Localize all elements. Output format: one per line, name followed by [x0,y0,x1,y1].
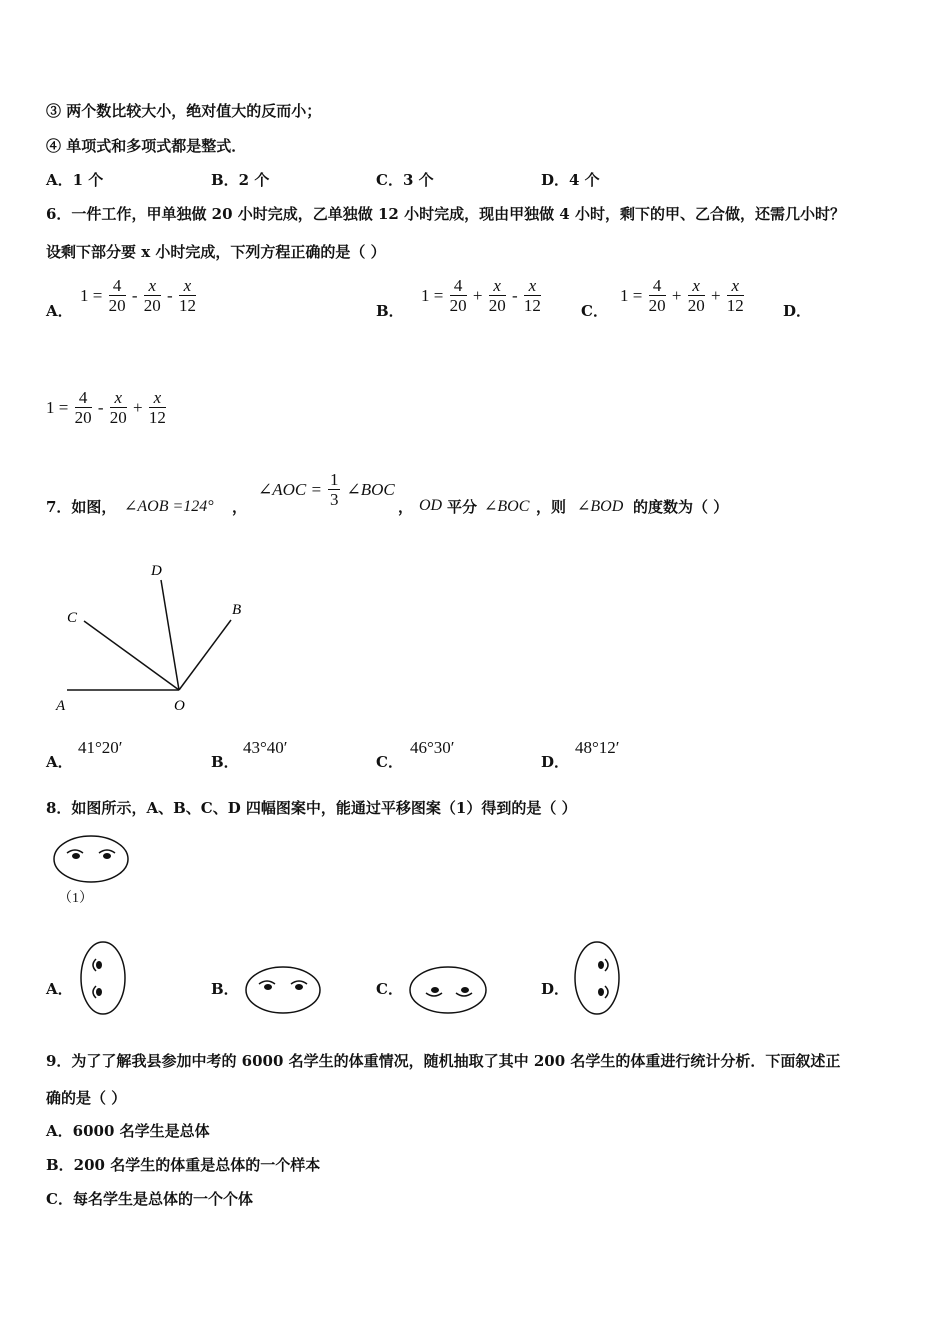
q7-comma-2: ， [398,498,414,516]
q9-stem-line1: 9．为了了解我县参加中考的 6000 名学生的体重情况，随机抽取了其中 200 名学生的体重进行统计分析．下面叙述正 [46,1052,841,1070]
q7-tail: 的度数为（ ） [633,498,729,516]
label-b: B [232,602,242,618]
q8-option-c-face[interactable] [408,964,490,1016]
q8-option-b-label[interactable]: B． [211,980,239,998]
q7-then: ，则 [536,498,567,516]
q6-stem-line1: 6．一件工作，甲单独做 20 小时完成，乙单独做 12 小时完成，现由甲独做 4 小时，剩下的甲、乙合做，还需几小时？ [46,205,845,223]
q7-angle-bod: ∠BOD [577,498,624,515]
q6-option-b-label[interactable]: B． [376,302,404,320]
ray-od [161,580,179,690]
q8-option-c-label[interactable]: C． [376,980,403,998]
label-d: D [151,563,162,579]
q6-option-d-equation: 1 = $\frac{4}{20}$ - $\frac{x}{20}$ + $\frac{x}{12}$ [46,388,166,427]
q8-original-face [52,834,132,886]
q8-figure-caption: （1） [58,891,93,906]
q6-option-c-label[interactable]: C． [581,302,608,320]
statement-4: ④ 单项式和多项式都是整式． [46,137,247,155]
q7-option-d-value: 48°12′ [575,738,620,757]
ray-ob [179,620,231,690]
q7-option-c-label[interactable]: C． [376,753,403,771]
q8-option-a-label[interactable]: A． [46,980,73,998]
q7-option-a-value: 41°20′ [78,738,123,757]
q7-comma-1: ， [232,498,248,516]
q6-option-d-label[interactable]: D． [783,302,812,320]
label-o: O [174,698,185,714]
q8-option-d-label[interactable]: D． [541,980,570,998]
q9-option-a[interactable]: A．6000 名学生是总体 [46,1122,210,1140]
label-c: C [67,610,78,626]
q9-stem-line2: 确的是（ ） [46,1089,127,1107]
q7-option-d-label[interactable]: D． [541,753,570,771]
q5-option-d[interactable]: D．4 个 [541,171,600,189]
q8-option-d-face[interactable] [572,940,624,1018]
q9-option-c[interactable]: C．每名学生是总体的一个个体 [46,1190,253,1208]
q6-stem-line2: 设剩下部分要 x 小时完成，下列方程正确的是（ ） [46,243,386,261]
q7-option-c-value: 46°30′ [410,738,455,757]
q6-option-b-equation: 1 = $\frac{4}{20}$ + $\frac{x}{20}$ - $\frac{x}{12}$ [421,276,541,315]
q6-option-c-equation: 1 = $\frac{4}{20}$ + $\frac{x}{20}$ + $\frac{x}{12}$ [620,276,744,315]
q6-option-a-label[interactable]: A． [46,302,73,320]
q7-angle-figure [40,555,270,720]
q6-option-a-equation: 1 = $\frac{4}{20}$ - $\frac{x}{20}$ - $\frac{x}{12}$ [80,276,196,315]
q7-bisect: 平分 [447,498,478,516]
ray-oc [84,621,179,690]
label-a: A [56,698,66,714]
q7-option-b-label[interactable]: B． [211,753,239,771]
q7-angle-boc: ∠BOC [484,498,530,515]
q7-angle-aoc-relation: ∠AOC = $\frac{1}{3}$ ∠BOC [258,470,395,509]
q8-stem: 8．如图所示，A、B、C、D 四幅图案中，能通过平移图案（1）得到的是（ ） [46,799,577,817]
q7-option-b-value: 43°40′ [243,738,288,757]
q7-od: OD [419,497,443,514]
q7-intro: 7．如图， [46,498,117,516]
q5-option-c[interactable]: C．3 个 [376,171,434,189]
q5-option-a[interactable]: A．1 个 [46,171,104,189]
q8-option-a-face[interactable] [78,940,130,1018]
q7-option-a-label[interactable]: A． [46,753,73,771]
q5-option-b[interactable]: B．2 个 [211,171,270,189]
q8-option-b-face[interactable] [244,964,324,1016]
statement-3: ③ 两个数比较大小，绝对值大的反而小； [46,102,322,120]
q7-angle-aob: ∠AOB =124° [124,498,214,515]
q9-option-b[interactable]: B．200 名学生的体重是总体的一个样本 [46,1156,321,1174]
